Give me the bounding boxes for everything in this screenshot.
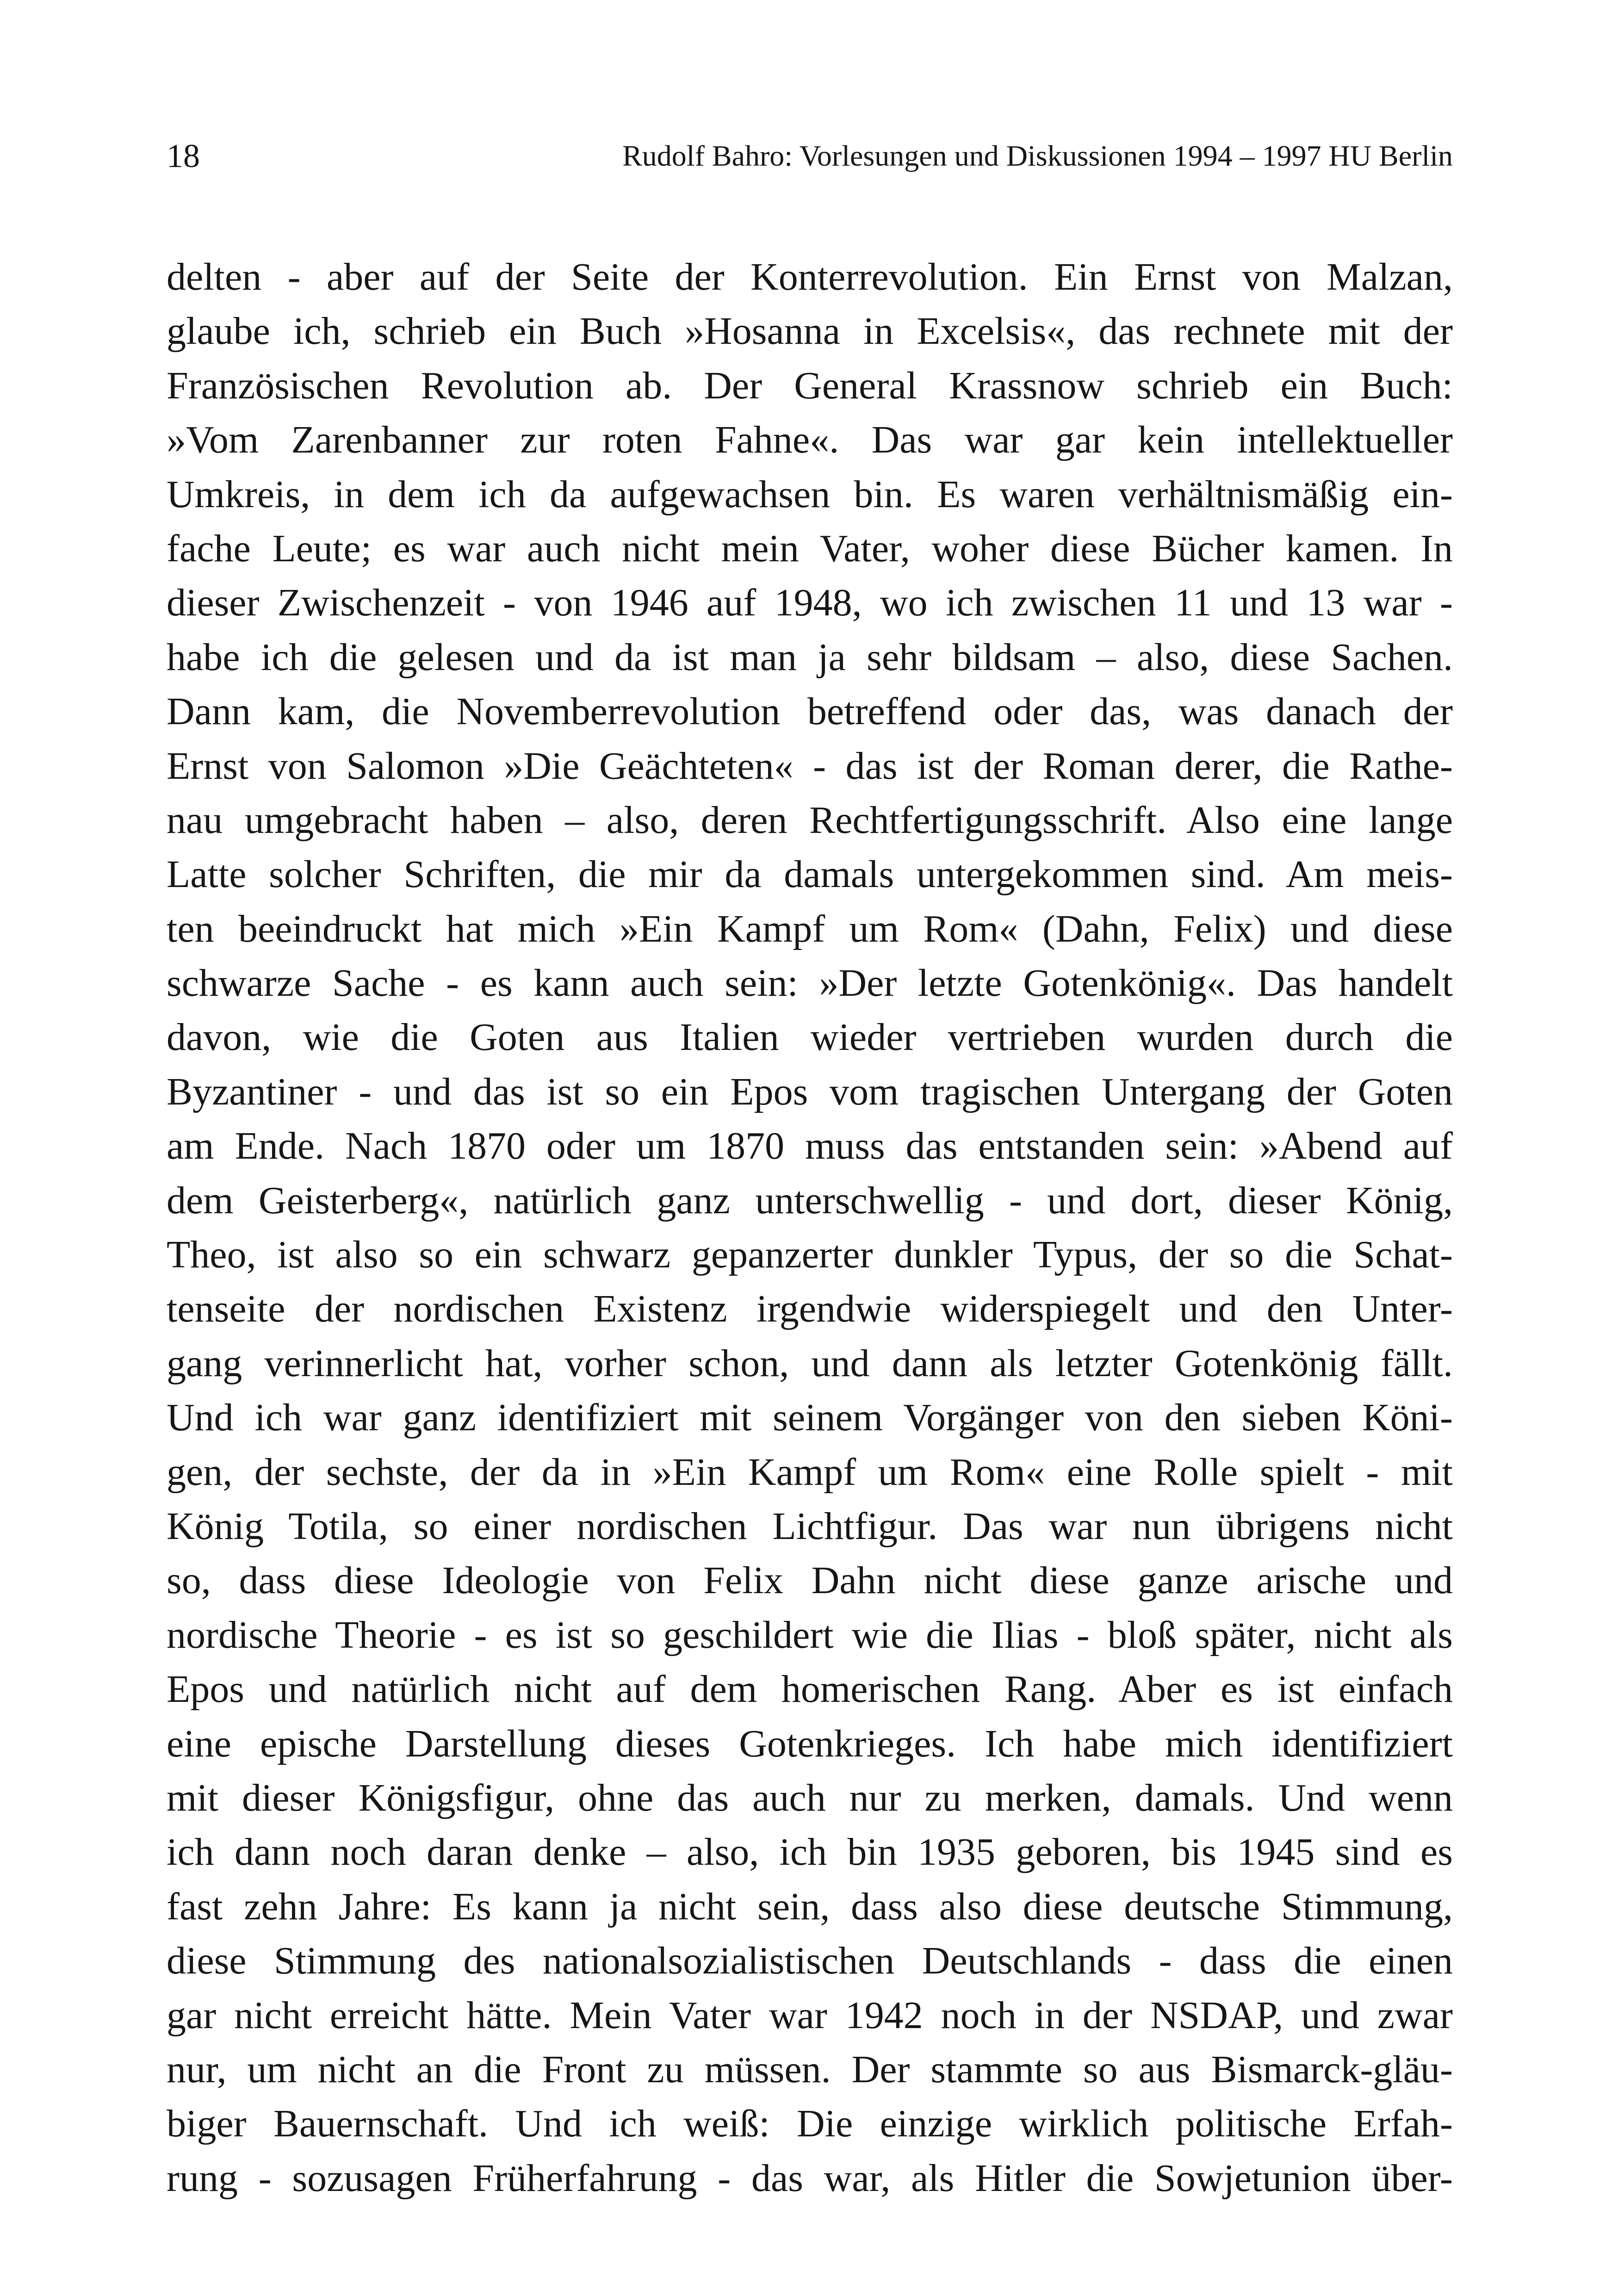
text-line: Dann kam, die Novemberrevolution betreffend oder das, was danach der	[167, 690, 1453, 733]
text-line: glaube ich, schrieb ein Buch »Hosanna in Excelsis«, das rechnete mit der	[167, 310, 1453, 353]
text-line: nordische Theorie - es ist so geschildert wie die Ilias - bloß später, nicht als	[167, 1613, 1453, 1657]
text-line: gang verinnerlicht hat, vorher schon, und dann als letzter Gotenkönig fällt.	[167, 1341, 1453, 1385]
text-line: Epos und natürlich nicht auf dem homerischen Rang. Aber es ist einfach	[167, 1668, 1453, 1711]
text-line: Ernst von Salomon »Die Geächteten« - das ist der Roman derer, die Rathe-	[167, 744, 1453, 788]
text-line: rung - sozusagen Früherfahrung - das war, als Hitler die Sowjetunion über-	[167, 2156, 1453, 2200]
text-line: tenseite der nordischen Existenz irgendwie widerspiegelt und den Unter-	[167, 1287, 1453, 1331]
text-line: Französischen Revolution ab. Der General Krassnow schrieb ein Buch:	[167, 364, 1453, 407]
text-line: fast zehn Jahre: Es kann ja nicht sein, dass also diese deutsche Stimmung,	[167, 1885, 1453, 1928]
body-text	[167, 250, 1453, 2205]
text-line: eine epische Darstellung dieses Gotenkrieges. Ich habe mich identifiziert	[167, 1722, 1453, 1765]
text-line: am Ende. Nach 1870 oder um 1870 muss das entstanden sein: »Abend auf	[167, 1124, 1453, 1168]
text-line: König Totila, so einer nordischen Lichtfigur. Das war nun übrigens nicht	[167, 1504, 1453, 1548]
text-line: davon, wie die Goten aus Italien wieder vertrieben wurden durch die	[167, 1016, 1453, 1059]
page-number: 18	[167, 137, 200, 174]
text-line: habe ich die gelesen und da ist man ja sehr bildsam – also, diese Sachen.	[167, 635, 1453, 679]
text-line: biger Bauernschaft. Und ich weiß: Die einzige wirklich politische Erfah-	[167, 2102, 1453, 2146]
text-line: ich dann noch daran denke – also, ich bin 1935 geboren, bis 1945 sind es	[167, 1831, 1453, 1874]
text-line: ten beeindruckt hat mich »Ein Kampf um Rom« (Dahn, Felix) und diese	[167, 907, 1453, 950]
text-line: Und ich war ganz identifiziert mit seinem Vorgänger von den sieben Köni-	[167, 1396, 1453, 1440]
text-line: Theo, ist also so ein schwarz gepanzerter dunkler Typus, der so die Schat-	[167, 1233, 1453, 1277]
text-line: dem Geisterberg«, natürlich ganz unterschwellig - und dort, dieser König,	[167, 1179, 1453, 1222]
text-line: delten - aber auf der Seite der Konterrevolution. Ein Ernst von Malzan,	[167, 255, 1453, 298]
text-line: fache Leute; es war auch nicht mein Vater, woher diese Bücher kamen. In	[167, 527, 1453, 570]
text-line: Umkreis, in dem ich da aufgewachsen bin. Es waren verhältnismäßig ein-	[167, 472, 1453, 516]
text-line: schwarze Sache - es kann auch sein: »Der letzte Gotenkönig«. Das handelt	[167, 962, 1453, 1005]
text-line: nur, um nicht an die Front zu müssen. Der stammte so aus Bismarck-gläu-	[167, 2048, 1453, 2091]
text-line: diese Stimmung des nationalsozialistischen Deutschlands - dass die einen	[167, 1939, 1453, 1983]
text-line: dieser Zwischenzeit - von 1946 auf 1948, wo ich zwischen 11 und 13 war -	[167, 581, 1453, 625]
text-line: nau umgebracht haben – also, deren Rechtfertigungsschrift. Also eine lange	[167, 798, 1453, 842]
running-header	[167, 135, 1453, 177]
text-line: mit dieser Königsfigur, ohne das auch nur zu merken, damals. Und wenn	[167, 1776, 1453, 1819]
text-line: gen, der sechste, der da in »Ein Kampf um Rom« eine Rolle spielt - mit	[167, 1450, 1453, 1494]
text-line: »Vom Zarenbanner zur roten Fahne«. Das war gar kein intellektueller	[167, 418, 1453, 462]
text-line: Byzantiner - und das ist so ein Epos vom tragischen Untergang der Goten	[167, 1070, 1453, 1113]
text-line: so, dass diese Ideologie von Felix Dahn nicht diese ganze arische und	[167, 1559, 1453, 1602]
running-title: Rudolf Bahro: Vorlesungen und Diskussionen 1994 – 1997 HU Berlin	[622, 139, 1453, 172]
text-line: Latte solcher Schriften, die mir da damals untergekommen sind. Am meis-	[167, 853, 1453, 896]
text-line: gar nicht erreicht hätte. Mein Vater war 1942 noch in der NSDAP, und zwar	[167, 1993, 1453, 2037]
